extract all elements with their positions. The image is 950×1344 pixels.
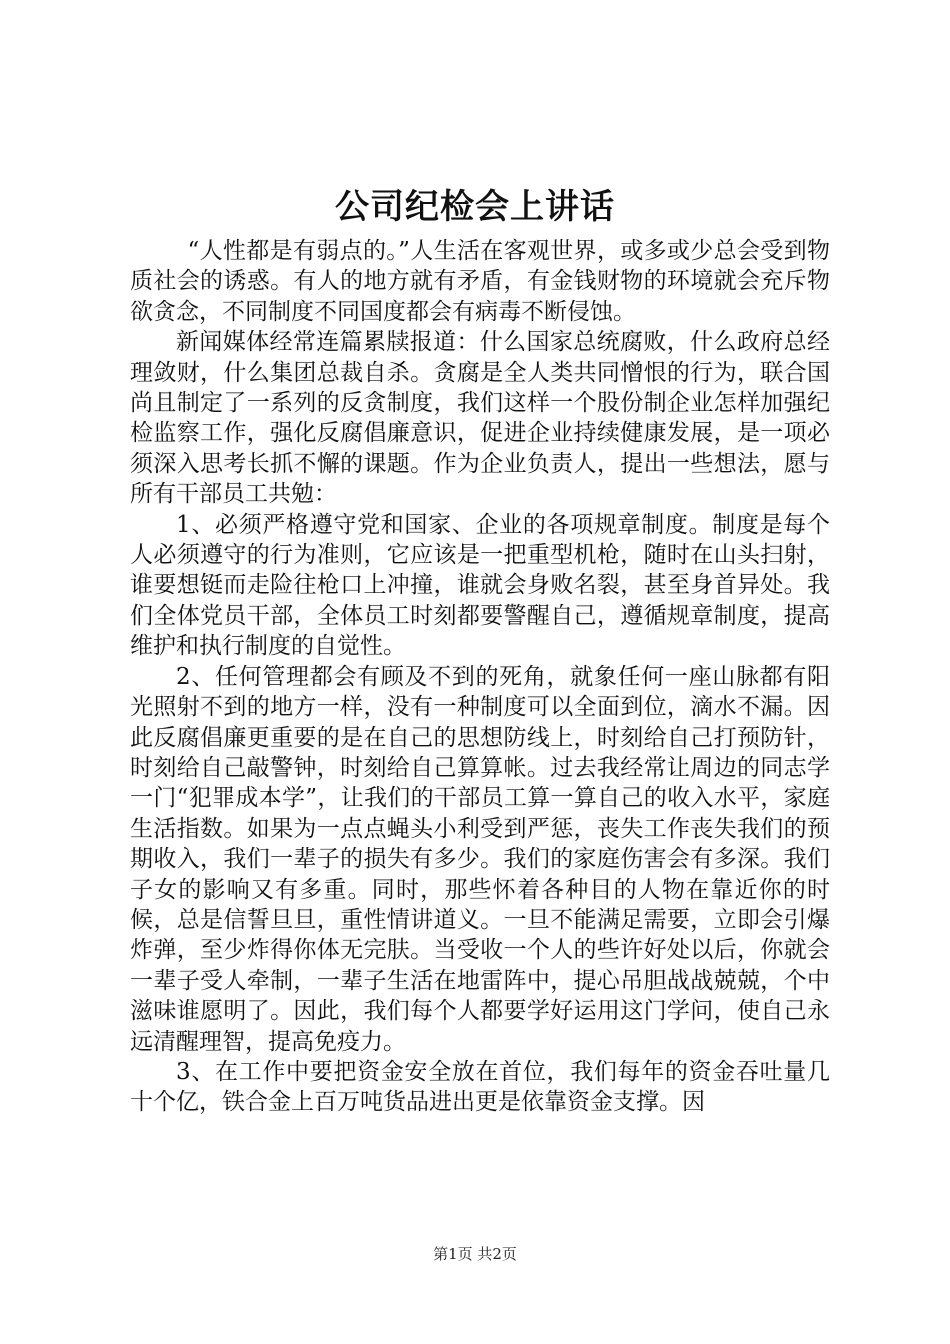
paragraph-point-3: 3、在工作中要把资金安全放在首位，我们每年的资金吞吐量几十个亿，铁合金上百万吨货品进出更是依靠资金支撑。因 xyxy=(130,1058,830,1116)
paragraph-point-2: 2、任何管理都会有顾及不到的死角，就象任何一座山脉都有阳光照射不到的地方一样，没有一种制度可以全面到位，滴水不漏。因此反腐倡廉更重要的是在自己的思想防线上，时刻给自己打预防针，时刻给自己敲警钟，时刻给自己算算帐。过去我经常让周边的同志学一门“犯罪成本学”，让我们的干部员工算一算自己的收入水平，家庭生活指数。如果为一点点蝇头小利受到严惩，丧失工作丧失我们的预期收入，我们一辈子的损失有多少。我们的家庭伤害会有多深。我们子女的影响又有多重。同时，那些怀着各种目的人物在靠近你的时候，总是信誓旦旦，重性情讲道义。一旦不能满足需要，立即会引爆炸弹，至少炸得你体无完肤。当受收一个人的些许好处以后，你就会一辈子受人牵制，一辈子生活在地雷阵中，提心吊胆战战兢兢，个中滋味谁愿明了。因此，我们每个人都要学好运用这门学问，使自己永远清醒理智，提高免疫力。 xyxy=(130,663,830,1055)
paragraph-media-reports: 新闻媒体经常连篇累牍报道：什么国家总统腐败，什么政府总经理敛财，什么集团总裁自杀。贪腐是全人类共同憎恨的行为，联合国尚且制定了一系列的反贪制度，我们这样一个股份制企业怎样加强纪检监察工作，强化反腐倡廉意识，促进企业持续健康发展，是一项必须深入思考长抓不懈的课题。作为企业负责人，提出一些想法，愿与所有干部员工共勉： xyxy=(130,329,830,508)
page-number-footer: 第1页 共2页 xyxy=(433,1245,517,1263)
paragraph-intro: “人性都是有弱点的。”人生活在客观世界，或多或少总会受到物质社会的诱惑。有人的地方就有矛盾，有金钱财物的环境就会充斥物欲贪念，不同制度不同国度都会有病毒不断侵蚀。 xyxy=(130,238,830,325)
document-body xyxy=(130,236,830,1118)
document-title: 公司纪检会上讲话 xyxy=(335,187,615,227)
paragraph-point-1: 1、必须严格遵守党和国家、企业的各项规章制度。制度是每个人必须遵守的行为准则，它应该是一把重型机枪，随时在山头扫射，谁要想铤而走险往枪口上冲撞，谁就会身败名裂，甚至身首异处。我们全体党员干部，全体员工时刻都要警醒自己，遵循规章制度，提高维护和执行制度的自觉性。 xyxy=(130,511,830,660)
